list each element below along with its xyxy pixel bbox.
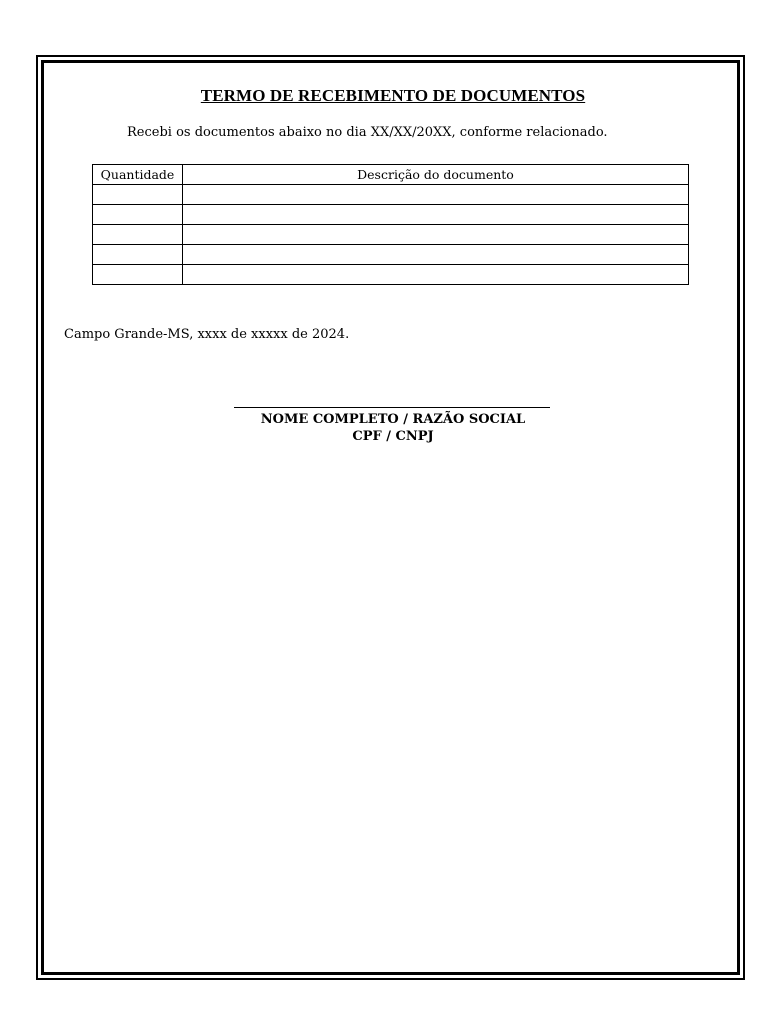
table-row — [93, 205, 689, 225]
document-title: TERMO DE RECEBIMENTO DE DOCUMENTOS — [200, 86, 586, 105]
table-cell-description — [183, 225, 689, 245]
signature-line — [234, 407, 550, 408]
signature-name-label: NOME COMPLETO / RAZÃO SOCIAL — [260, 412, 526, 427]
table-row — [93, 245, 689, 265]
table-cell-description — [183, 245, 689, 265]
documents-table — [92, 164, 689, 285]
table-cell-quantity — [93, 225, 183, 245]
intro-paragraph: Recebi os documentos abaixo no dia XX/XX/20XX, conforme relacionado. — [127, 125, 608, 140]
place-and-date: Campo Grande-MS, xxxx de xxxxx de 2024. — [64, 327, 350, 342]
table-cell-description — [183, 265, 689, 285]
table-cell-description — [183, 205, 689, 225]
table-cell-quantity — [93, 265, 183, 285]
table-cell-quantity — [93, 245, 183, 265]
column-header-description: Descrição do documento — [183, 165, 689, 185]
table-cell-description — [183, 185, 689, 205]
table-cell-quantity — [93, 205, 183, 225]
table-cell-quantity — [93, 185, 183, 205]
column-header-quantity: Quantidade — [93, 165, 183, 185]
table-row — [93, 185, 689, 205]
table-row — [93, 265, 689, 285]
table-row — [93, 225, 689, 245]
signature-id-label: CPF / CNPJ — [352, 429, 434, 444]
table-header-row — [93, 165, 689, 185]
